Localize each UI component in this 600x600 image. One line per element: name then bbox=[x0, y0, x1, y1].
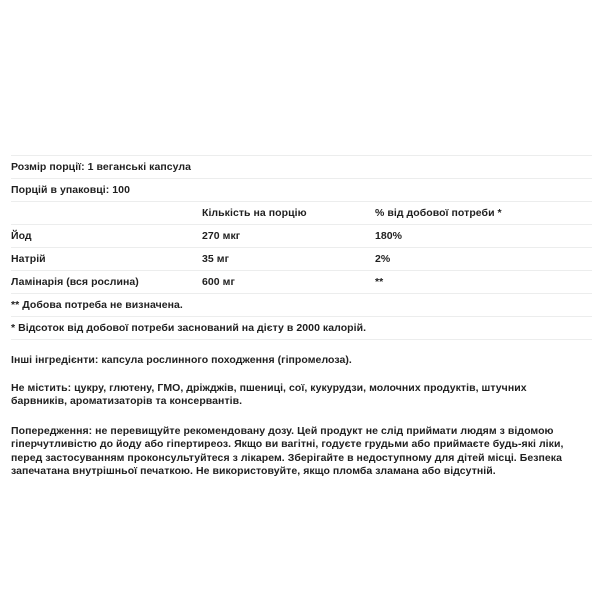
table-row bbox=[11, 271, 592, 294]
table-row bbox=[11, 248, 592, 271]
serving-size-text: Розмір порції: 1 веганські капсула bbox=[11, 161, 192, 173]
nutrient-name: Ламінарія (вся рослина) bbox=[11, 271, 202, 294]
serving-size-row bbox=[11, 155, 592, 178]
servings-per-container-row bbox=[11, 178, 592, 201]
other-ingredients-text: Інші інгредієнти: капсула рослинного походження (гіпромелоза). bbox=[11, 354, 352, 366]
table-row bbox=[11, 225, 592, 248]
nutrient-amount: 35 мг bbox=[202, 248, 375, 271]
nutrient-daily-value: 2% bbox=[375, 248, 592, 271]
footnote-daily-value-not-established: ** Добова потреба не визначена. bbox=[11, 294, 592, 317]
free-from-text: Не містить: цукру, глютену, ГМО, дріжджів, пшениці, сої, кукурудзи, молочних продуктів, штучних барвників, ароматизаторів та консервантів. bbox=[11, 381, 527, 407]
footnote-percent-daily-value-basis: * Відсоток від добової потреби заснований на дієту в 2000 калорій. bbox=[11, 317, 592, 340]
nutrient-facts-table bbox=[11, 201, 592, 340]
nutrient-amount: 270 мкг bbox=[202, 225, 375, 248]
table-header-row bbox=[11, 202, 592, 225]
nutrient-name: Йод bbox=[11, 225, 202, 248]
nutrient-name: Натрій bbox=[11, 248, 202, 271]
column-header-daily-value: % від добової потреби * bbox=[375, 202, 592, 225]
nutrient-daily-value: ** bbox=[375, 271, 592, 294]
warning-text: Попередження: не перевищуйте рекомендовану дозу. Цей продукт не слід приймати людям з відомою гіперчутливістю до йоду або гіпертиреоз. Якщо ви вагітні, годуєте грудьми або приймаєте будь-які ліки, перед застосуванням проконсультуйтеся з лікарем. Зберігайте в недоступному для дітей місці. Безпека запечатана внутрішньої печаткою. Не використовуйте, якщо пломба зламана або відсутній. bbox=[11, 424, 564, 477]
nutrient-amount: 600 мг bbox=[202, 271, 375, 294]
nutrient-daily-value: 180% bbox=[375, 225, 592, 248]
footnote-row bbox=[11, 317, 592, 340]
column-header-nutrient bbox=[11, 202, 202, 225]
footnote-row bbox=[11, 294, 592, 317]
column-header-amount-per-serving: Кількість на порцію bbox=[202, 202, 375, 225]
servings-per-container-text: Порцій в упаковці: 100 bbox=[11, 184, 130, 196]
